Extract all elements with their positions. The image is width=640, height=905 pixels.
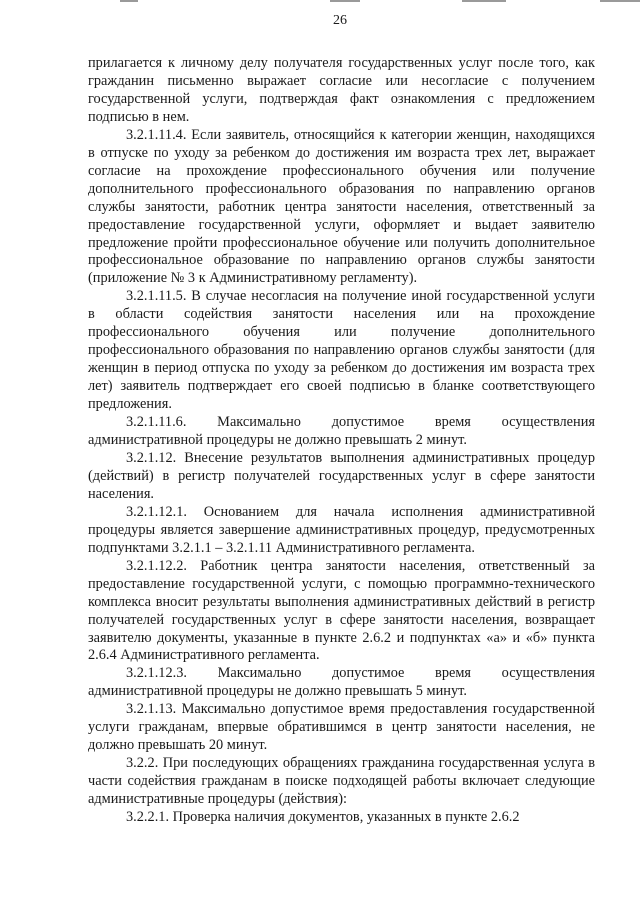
paragraph-3-2-2: 3.2.2. При последующих обращениях гражданина государственная услуга в части содействия гражданам в поиске подходящей работы включает следующие административные процедуры (действия):	[88, 755, 595, 808]
document-body	[88, 55, 595, 827]
scan-edge-mark	[462, 0, 506, 2]
paragraph-3-2-1-11-6: 3.2.1.11.6. Максимально допустимое время осуществления административной процедуры не должно превышать 2 минут.	[88, 414, 595, 449]
paragraph-3-2-1-13: 3.2.1.13. Максимально допустимое время предоставления государственной услуги гражданам, впервые обратившимся в центр занятости населения, не должно превышать 20 минут.	[88, 701, 595, 754]
paragraph-3-2-1-11-4: 3.2.1.11.4. Если заявитель, относящийся к категории женщин, находящихся в отпуске по уходу за ребенком до достижения им возраста трех лет, выражает согласие на прохождение профессионального обучения или получение дополнительного профессионального образования по направлению органов службы занятости, работник центра занятости населения, ответственный за предоставление государственной услуги, оформляет и выдает заявителю предложение пройти профессиональное обучение или получить дополнительное профессиональное образование по направлению органов службы занятости (приложение № 3 к Административному регламенту).	[88, 126, 595, 287]
paragraph-continuation: прилагается к личному делу получателя государственных услуг после того, как гражданин письменно выражает согласие или несогласие с получением государственной услуги, подтверждая факт ознакомления с предложением подписью в нем.	[88, 55, 595, 125]
paragraph-3-2-1-11-5: 3.2.1.11.5. В случае несогласия на получение иной государственной услуги в области содействия занятости населения или на прохождение профессионального обучения или получение дополнительного профессионального образования по направлению органов службы занятости (для женщин в период отпуска по уходу за ребенком до достижения им возраста трех лет) заявитель подтверждает его своей подписью в бланке соответствующего предложения.	[88, 288, 595, 413]
scan-edge-mark	[330, 0, 360, 2]
paragraph-3-2-1-12-1: 3.2.1.12.1. Основанием для начала исполнения административной процедуры является завершение административных процедур, предусмотренных подпунктами 3.2.1.1 – 3.2.1.11 Административного регламента.	[88, 503, 595, 556]
paragraph-3-2-2-1: 3.2.2.1. Проверка наличия документов, указанных в пункте 2.6.2	[126, 809, 520, 826]
page-number: 26	[333, 13, 347, 28]
scan-edge-mark	[600, 0, 640, 2]
paragraph-3-2-1-12-3: 3.2.1.12.3. Максимально допустимое время осуществления административной процедуры не должно превышать 5 минут.	[88, 665, 595, 700]
scan-edge-mark	[120, 0, 138, 2]
paragraph-3-2-1-12-2: 3.2.1.12.2. Работник центра занятости населения, ответственный за предоставление государственной услуги, с помощью программно-технического комплекса вносит результаты выполнения административных действий в регистр получателей государственных услуг в сфере занятости населения, возвращает заявителю документы, указанные в пункте 2.6.2 и подпунктах «а» и «б» пункта 2.6.4 Административного регламента.	[88, 557, 595, 664]
paragraph-3-2-1-12: 3.2.1.12. Внесение результатов выполнения административных процедур (действий) в регистр получателей государственных услуг в сфере занятости населения.	[88, 449, 595, 502]
